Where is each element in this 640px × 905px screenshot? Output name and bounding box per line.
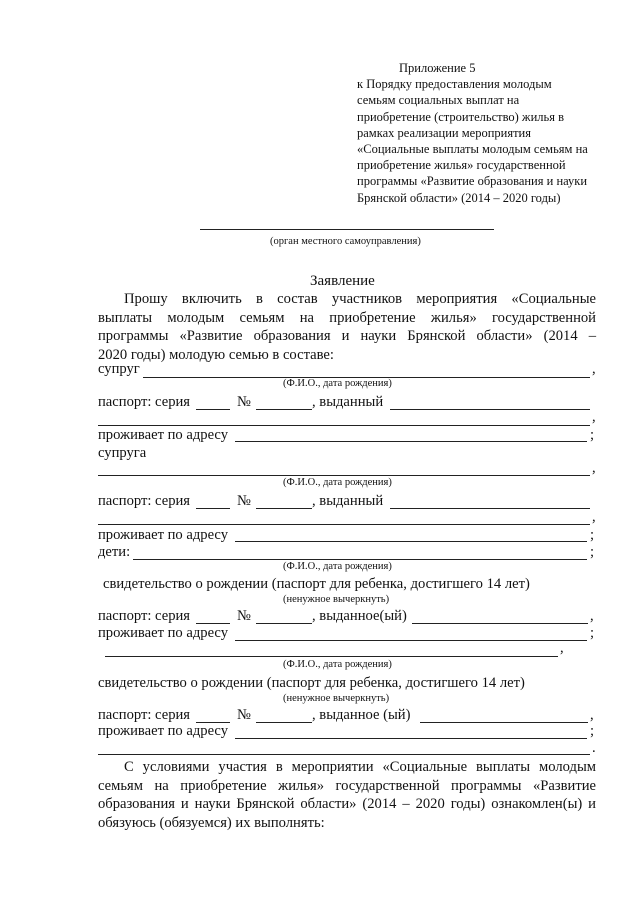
issued-label: , выданный bbox=[312, 493, 384, 509]
page-title: Заявление bbox=[310, 273, 375, 289]
period: . bbox=[592, 740, 596, 756]
issued-by-field-cont[interactable] bbox=[98, 425, 590, 426]
passport-series-field[interactable] bbox=[196, 409, 230, 410]
address-field-cont[interactable] bbox=[98, 754, 590, 755]
comma: , bbox=[592, 361, 596, 377]
comma: , bbox=[560, 640, 564, 656]
passport-series-label: паспорт: серия bbox=[98, 608, 191, 624]
passport-series-label: паспорт: серия bbox=[98, 493, 191, 509]
address-field[interactable] bbox=[235, 541, 587, 542]
semicolon: ; bbox=[590, 625, 595, 641]
child-fio-field[interactable] bbox=[105, 656, 558, 657]
passport-series-field[interactable] bbox=[196, 623, 230, 624]
appendix-line: Брянской области» (2014 – 2020 годы) bbox=[357, 190, 561, 205]
issued-label: , выданное (ый) bbox=[312, 707, 411, 723]
comma: , bbox=[592, 409, 596, 425]
birth-certificate-label: свидетельство о рождении (паспорт для ребенка, достигшего 14 лет) bbox=[98, 675, 525, 691]
appendix-line: к Порядку предоставления молодым bbox=[357, 77, 552, 92]
appendix-line: программы «Развитие образования и науки bbox=[357, 174, 588, 189]
passport-series-field[interactable] bbox=[196, 508, 230, 509]
address-label: проживает по адресу bbox=[98, 625, 228, 641]
issued-by-field[interactable] bbox=[390, 409, 590, 410]
appendix-line: приобретение (строительство) жилья в bbox=[357, 109, 564, 124]
address-field[interactable] bbox=[235, 441, 587, 442]
children-field[interactable] bbox=[133, 559, 587, 560]
birth-certificate-label: свидетельство о рождении (паспорт для ребенка, достигшего 14 лет) bbox=[103, 576, 530, 592]
fio-caption: (Ф.И.О., дата рождения) bbox=[283, 378, 392, 389]
semicolon: ; bbox=[590, 427, 595, 443]
spouse-f-field[interactable] bbox=[98, 475, 590, 476]
intro-line: Прошу включить в состав участников мероприятия «Социальные bbox=[124, 291, 596, 307]
appendix-line: семьям социальных выплат на bbox=[357, 93, 520, 108]
number-sign: № bbox=[237, 608, 251, 624]
appendix-line: рамках реализации мероприятия bbox=[357, 125, 531, 140]
address-label: проживает по адресу bbox=[98, 723, 228, 739]
children-label: дети: bbox=[98, 544, 131, 560]
address-label: проживает по адресу bbox=[98, 427, 228, 443]
strike-caption: (ненужное вычеркнуть) bbox=[283, 594, 390, 605]
address-label: проживает по адресу bbox=[98, 527, 228, 543]
spouse-f-label: супруга bbox=[98, 445, 147, 461]
spouse-m-label: супруг bbox=[98, 361, 140, 377]
closing-line: обязуюсь (обязуемся) их выполнять: bbox=[98, 814, 325, 831]
address-field[interactable] bbox=[235, 640, 587, 641]
comma: , bbox=[592, 460, 596, 476]
issued-label: , выданное(ый) bbox=[312, 608, 407, 624]
appendix-line: приобретение жилья» государственной bbox=[357, 158, 566, 173]
address-field[interactable] bbox=[235, 738, 587, 739]
fio-caption: (Ф.И.О., дата рождения) bbox=[283, 659, 392, 670]
semicolon: ; bbox=[590, 527, 595, 543]
closing-paragraph bbox=[98, 758, 596, 832]
authority-field[interactable] bbox=[200, 229, 494, 230]
closing-line: образования и науки Брянской области» (2014 – 2020 годы) ознакомлен(ы) и bbox=[98, 796, 596, 813]
comma: , bbox=[590, 608, 594, 624]
passport-number-field[interactable] bbox=[256, 508, 312, 509]
issued-by-field[interactable] bbox=[412, 623, 588, 624]
number-sign: № bbox=[237, 394, 251, 410]
appendix-line: «Социальные выплаты молодым семьям на bbox=[357, 142, 588, 157]
fio-caption: (Ф.И.О., дата рождения) bbox=[283, 561, 392, 572]
closing-line: семьям на приобретение жилья» государственной программы «Развитие bbox=[98, 777, 596, 794]
passport-series-label: паспорт: серия bbox=[98, 394, 191, 410]
closing-line: С условиями участия в мероприятии «Социальные выплаты молодым bbox=[124, 759, 596, 775]
issued-label: , выданный bbox=[312, 394, 384, 410]
comma: , bbox=[590, 707, 594, 723]
passport-number-field[interactable] bbox=[256, 722, 312, 723]
semicolon: ; bbox=[590, 723, 595, 739]
comma: , bbox=[592, 509, 596, 525]
fio-caption: (Ф.И.О., дата рождения) bbox=[283, 477, 392, 488]
issued-by-field[interactable] bbox=[390, 508, 590, 509]
number-sign: № bbox=[237, 707, 251, 723]
appendix-header bbox=[357, 60, 587, 206]
appendix-title: Приложение 5 bbox=[399, 61, 476, 75]
intro-line: программы «Развитие образования и науки Брянской области» (2014 – bbox=[98, 328, 596, 345]
number-sign: № bbox=[237, 493, 251, 509]
authority-caption: (орган местного самоуправления) bbox=[270, 236, 421, 247]
passport-number-field[interactable] bbox=[256, 623, 312, 624]
intro-line: 2020 годы) молодую семью в составе: bbox=[98, 346, 334, 363]
passport-number-field[interactable] bbox=[256, 409, 312, 410]
intro-paragraph bbox=[98, 290, 596, 364]
issued-by-field[interactable] bbox=[420, 722, 588, 723]
issued-by-field-cont[interactable] bbox=[98, 524, 590, 525]
intro-line: выплаты молодым семьям на приобретение жилья» государственной bbox=[98, 309, 596, 326]
semicolon: ; bbox=[590, 544, 595, 560]
passport-series-label: паспорт: серия bbox=[98, 707, 191, 723]
strike-caption: (ненужное вычеркнуть) bbox=[283, 693, 390, 704]
